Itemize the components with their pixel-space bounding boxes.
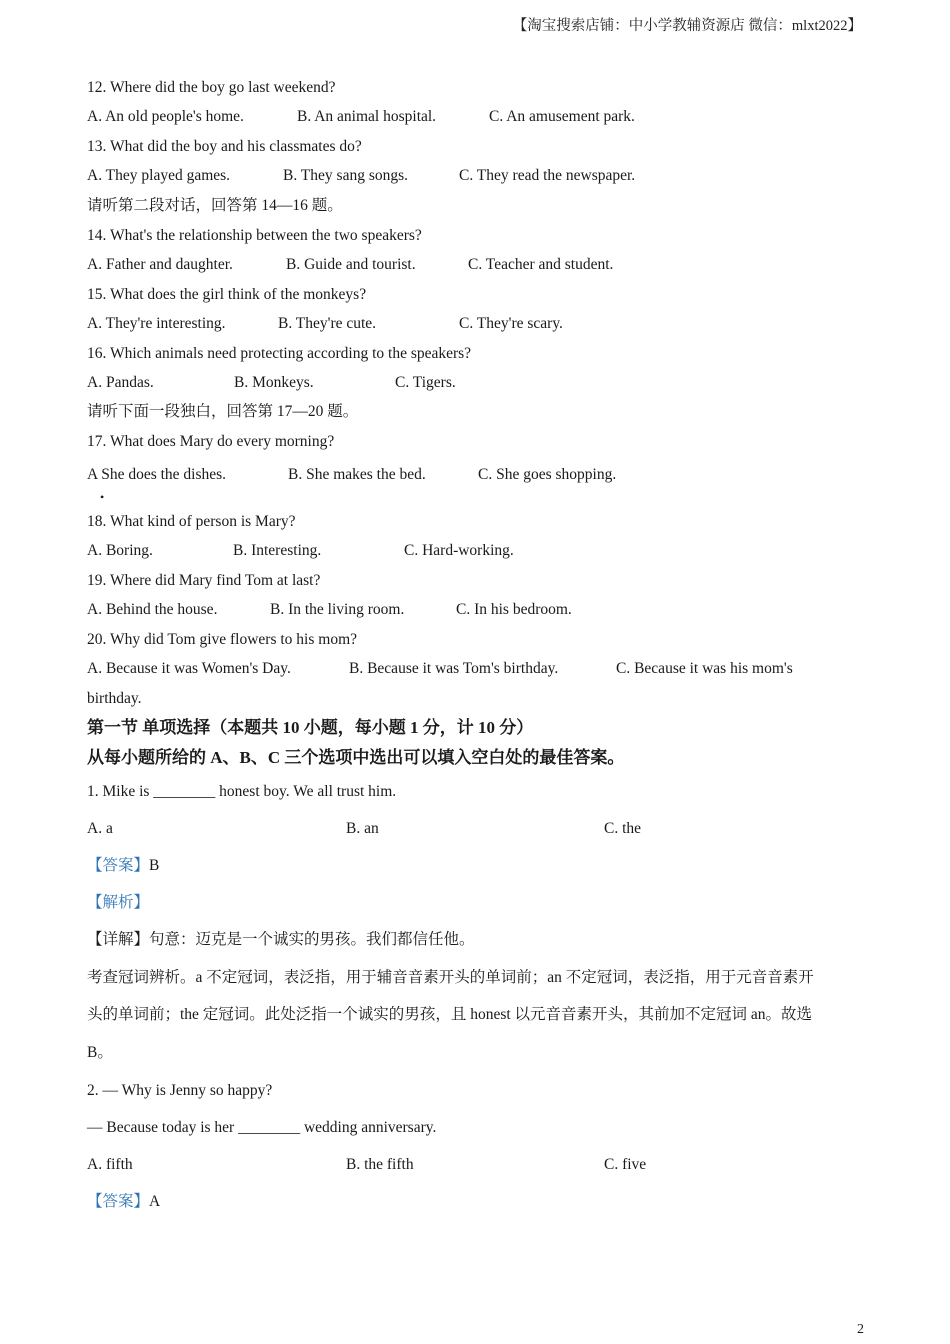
answer-tag: 【答案】 bbox=[87, 857, 150, 874]
q13-option-c: C. They read the newspaper. bbox=[459, 167, 636, 184]
mc2-option-c: C. five bbox=[604, 1156, 647, 1173]
question-20: 20. Why did Tom give flowers to his mom? bbox=[87, 631, 358, 648]
question-19: 19. Where did Mary find Tom at last? bbox=[87, 572, 321, 589]
mc2-answer bbox=[87, 1192, 160, 1212]
q20-option-c-continued: birthday. bbox=[87, 690, 142, 707]
question-18: 18. What kind of person is Mary? bbox=[87, 513, 296, 530]
mc-question-2: 2. — Why is Jenny so happy? bbox=[87, 1082, 273, 1099]
q12-option-b: B. An animal hospital. bbox=[297, 108, 437, 125]
q16-option-c: C. Tigers. bbox=[395, 374, 456, 391]
section-instruction: 从每小题所给的 A、B、C 三个选项中选出可以填入空白处的最佳答案。 bbox=[87, 748, 625, 767]
q12-option-c: C. An amusement park. bbox=[489, 108, 635, 125]
question-16: 16. Which animals need protecting according to the speakers? bbox=[87, 345, 472, 362]
q20-option-b: B. Because it was Tom's birthday. bbox=[349, 660, 559, 677]
detail-text: 句意：迈克是一个诚实的男孩。我们都信任他。 bbox=[149, 931, 475, 948]
question-17: 17. What does Mary do every morning? bbox=[87, 433, 335, 450]
instruction-14-16: 请听第二段对话，回答第 14—16 题。 bbox=[87, 197, 343, 214]
mc1-detail bbox=[87, 930, 475, 950]
q17-option-a: A She does the dishes. bbox=[87, 466, 227, 483]
q18-option-b: B. Interesting. bbox=[233, 542, 322, 559]
mc1-answer bbox=[87, 856, 159, 876]
stray-dot: • bbox=[100, 490, 105, 504]
mc1-option-a: A. a bbox=[87, 820, 113, 837]
answer-value: B bbox=[149, 857, 160, 874]
page-header: 【淘宝搜索店铺：中小学教辅资源店 微信：mlxt2022】 bbox=[512, 18, 862, 34]
mc2-option-a: A. fifth bbox=[87, 1156, 133, 1173]
q16-option-b: B. Monkeys. bbox=[234, 374, 314, 391]
q17-option-b: B. She makes the bed. bbox=[288, 466, 426, 483]
q18-option-a: A. Boring. bbox=[87, 542, 153, 559]
q12-option-a: A. An old people's home. bbox=[87, 108, 244, 125]
q19-option-c: C. In his bedroom. bbox=[456, 601, 572, 618]
mc1-explanation-line-3: B。 bbox=[87, 1044, 113, 1061]
q20-option-a: A. Because it was Women's Day. bbox=[87, 660, 291, 677]
q16-option-a: A. Pandas. bbox=[87, 374, 154, 391]
q14-option-b: B. Guide and tourist. bbox=[286, 256, 416, 273]
q13-option-b: B. They sang songs. bbox=[283, 167, 409, 184]
detail-tag: 【详解】 bbox=[87, 931, 150, 948]
mc1-analysis-tag: 【解析】 bbox=[87, 894, 150, 911]
question-14: 14. What's the relationship between the two speakers? bbox=[87, 227, 422, 244]
mc1-explanation-line-1: 考查冠词辨析。a 不定冠词，表泛指，用于辅音音素开头的单词前；an 不定冠词，表泛指，用于元音音素开 bbox=[87, 969, 814, 986]
question-15: 15. What does the girl think of the monkeys? bbox=[87, 286, 367, 303]
q19-option-a: A. Behind the house. bbox=[87, 601, 218, 618]
mc1-option-c: C. the bbox=[604, 820, 642, 837]
mc-question-2-reply: — Because today is her ________ wedding anniversary. bbox=[87, 1119, 437, 1136]
q15-option-a: A. They're interesting. bbox=[87, 315, 226, 332]
question-13: 13. What did the boy and his classmates do? bbox=[87, 138, 362, 155]
answer-tag: 【答案】 bbox=[87, 1193, 150, 1210]
page-number: 2 bbox=[857, 1322, 864, 1337]
answer-value: A bbox=[149, 1193, 161, 1210]
instruction-17-20: 请听下面一段独白，回答第 17—20 题。 bbox=[87, 403, 359, 420]
mc2-option-b: B. the fifth bbox=[346, 1156, 414, 1173]
mc1-option-b: B. an bbox=[346, 820, 379, 837]
q14-option-c: C. Teacher and student. bbox=[468, 256, 614, 273]
q19-option-b: B. In the living room. bbox=[270, 601, 405, 618]
section-title: 第一节 单项选择（本题共 10 小题，每小题 1 分，计 10 分） bbox=[87, 718, 534, 737]
mc-question-1: 1. Mike is ________ honest boy. We all trust him. bbox=[87, 783, 397, 800]
q15-option-c: C. They're scary. bbox=[459, 315, 563, 332]
q17-option-c: C. She goes shopping. bbox=[478, 466, 617, 483]
q15-option-b: B. They're cute. bbox=[278, 315, 377, 332]
q18-option-c: C. Hard-working. bbox=[404, 542, 514, 559]
q14-option-a: A. Father and daughter. bbox=[87, 256, 233, 273]
question-12: 12. Where did the boy go last weekend? bbox=[87, 79, 336, 96]
q13-option-a: A. They played games. bbox=[87, 167, 231, 184]
mc1-explanation-line-2: 头的单词前；the 定冠词。此处泛指一个诚实的男孩，且 honest 以元音音素开头，其前加不定冠词 an。故选 bbox=[87, 1006, 813, 1023]
q20-option-c: C. Because it was his mom's bbox=[616, 660, 793, 677]
